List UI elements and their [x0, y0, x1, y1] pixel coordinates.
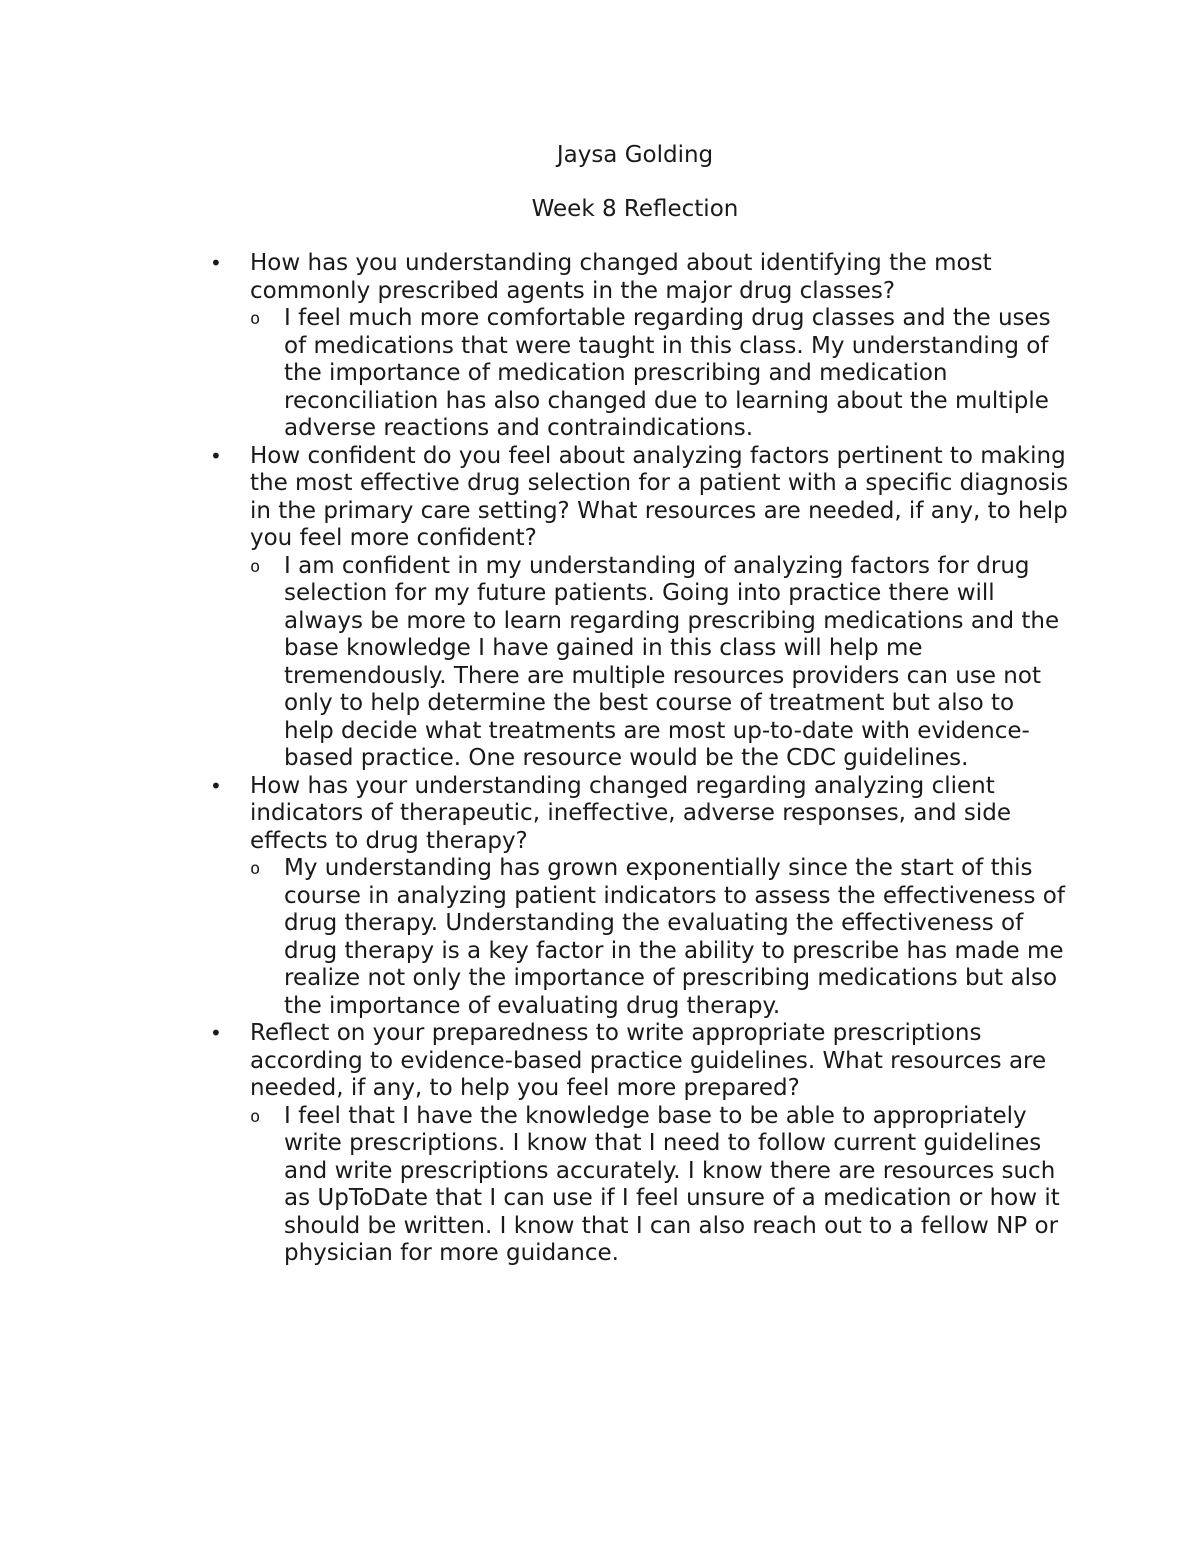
reflection-item — [210, 1020, 1070, 1268]
circle-bullet-icon: o — [250, 859, 261, 879]
bullet-icon: • — [210, 1021, 222, 1045]
author-name: Jaysa Golding — [556, 142, 714, 168]
question-text: How confident do you feel about analyzing factors pertinent to making the most effective drug selection for a patient with a specific diagnosis in the primary care setting? What resources are needed, if any, to help you feel more confident? — [250, 442, 1069, 551]
circle-bullet-icon: o — [250, 309, 261, 329]
answer-text: My understanding has grown exponentially since the start of this course in analyzing patient indicators to assess the effectiveness of drug therapy. Understanding the evaluating the effectiveness of drug therapy is a key factor in the ability to prescribe has made me realize not only the importance of prescribing medications but also the importance of evaluating drug therapy. — [284, 855, 1065, 1019]
answer-text: I feel that I have the knowledge base to be able to appropriately write prescriptions. I know that I need to follow current guidelines and write prescriptions accurately. I know there are resources such as UpToDate that I can use if I feel unsure of a medication or how it should be written. I know that I can also reach out to a fellow NP or physician for more guidance. — [284, 1102, 1060, 1266]
answer-block — [250, 305, 1070, 443]
bullet-icon: • — [210, 773, 222, 798]
answer-text: I feel much more comfortable regarding drug classes and the uses of medications that were taught in this class. My understanding of the importance of medication prescribing and medication reconciliation has also changed due to learning about the multiple adverse reactions and contraindications. — [284, 305, 1051, 441]
reflection-item — [210, 443, 1070, 773]
question-text: Reflect on your preparedness to write appropriate prescriptions according to evidence-based practice guidelines. What resources are needed, if any, to help you feel more prepared? — [250, 1020, 1047, 1101]
answer-block — [250, 1103, 1070, 1268]
circle-bullet-icon: o — [250, 556, 261, 577]
answer-text: I am confident in my understanding of analyzing factors for drug selection for my future patients. Going into practice there will always be more to learn regarding prescribing medications and the base knowledge I have gained in this class will help me tremendously. There are multiple resources providers can use not only to help determine the best course of treatment but also to help decide what treatments are most up-to-date with evidence-based practice. One resource would be the CDC guidelines. — [284, 552, 1060, 771]
question-text: How has your understanding changed regarding analyzing client indicators of therapeutic, ineffective, adverse responses, and side effects to drug therapy? — [250, 772, 1011, 854]
answer-block — [250, 855, 1070, 1020]
reflection-item — [210, 773, 1070, 1021]
bullet-icon: • — [210, 443, 222, 468]
document-title: Week 8 Reflection — [531, 196, 739, 222]
circle-bullet-icon: o — [250, 1106, 261, 1127]
bullet-icon: • — [210, 251, 222, 275]
reflection-item — [210, 250, 1070, 443]
answer-block — [250, 553, 1070, 773]
reflection-list — [210, 250, 1070, 1268]
question-text: How has you understanding changed about identifying the most commonly prescribed agents in the major drug classes? — [250, 250, 992, 304]
